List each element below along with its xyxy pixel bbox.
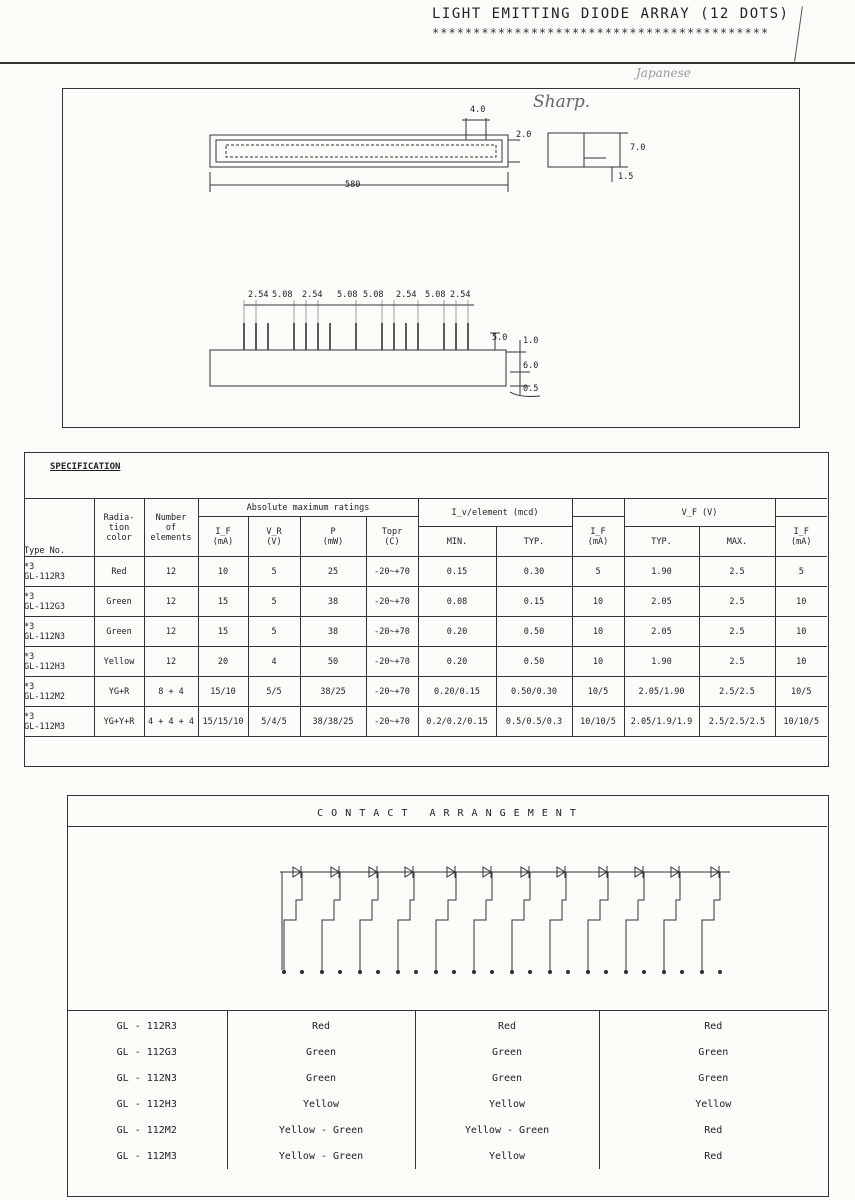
spec-value-cell: 2.5: [699, 647, 775, 677]
spec-value-cell: 10/10/5: [775, 707, 827, 737]
spec-value-cell: 0.50: [496, 617, 572, 647]
spec-value-cell: 1.90: [624, 557, 699, 587]
diode-lead: [588, 872, 608, 970]
col-type-no: Type No.: [24, 499, 94, 557]
pin-dot: [396, 970, 399, 973]
col-vr: V_R (V): [248, 517, 300, 557]
contact-color-cell: Green: [415, 1065, 599, 1091]
spec-value-cell: 10: [198, 557, 248, 587]
specification-title: SPECIFICATION: [50, 462, 121, 472]
spec-value-cell: -20~+70: [366, 647, 418, 677]
spec-value-cell: 10: [572, 647, 624, 677]
diode-lead: [474, 872, 492, 970]
contact-color-cell: Yellow - Green: [227, 1143, 415, 1169]
contact-color-rows: [67, 1011, 827, 1170]
pin-pitch-label: 5.08: [272, 290, 293, 300]
contact-color-cell: Green: [227, 1065, 415, 1091]
spec-value-cell: -20~+70: [366, 587, 418, 617]
spec-value-cell: 2.5: [699, 557, 775, 587]
contact-type-cell: GL - 112N3: [116, 1072, 177, 1084]
contact-type-cell: GL - 112H3: [116, 1098, 177, 1110]
col-vf-if: I_F (mA): [775, 517, 827, 557]
spec-value-cell: 10: [775, 587, 827, 617]
spec-value-cell: YG+Y+R: [94, 707, 144, 737]
dim-label-580: 580: [345, 180, 361, 190]
pin-dot: [662, 970, 665, 973]
col-group-absolute-max: Absolute maximum ratings: [198, 499, 418, 517]
pin-dot: [490, 970, 493, 973]
spec-value-cell: 4: [248, 647, 300, 677]
spec-value-cell: 15: [198, 617, 248, 647]
dim-label-4-0: 4.0: [470, 105, 486, 115]
pin-pitch-label: 2.54: [248, 290, 269, 300]
spec-value-cell: 0.08: [418, 587, 496, 617]
spec-type-cell: *3 GL-112M3: [24, 707, 94, 737]
spec-type-cell: *3 GL-112G3: [24, 587, 94, 617]
dim-label-6-0: 6.0: [523, 361, 539, 371]
contact-type-cell: GL - 112G3: [116, 1046, 177, 1058]
pin-dot: [510, 970, 513, 973]
spec-value-cell: 50: [300, 647, 366, 677]
page-title: LIGHT EMITTING DIODE ARRAY (12 DOTS): [432, 6, 790, 22]
spec-value-cell: Red: [94, 557, 144, 587]
col-group-vf: V_F (V): [624, 499, 775, 527]
spec-value-cell: 5: [572, 557, 624, 587]
spec-value-cell: 2.05/1.9/1.9: [624, 707, 699, 737]
col-group-iv: I_v/element (mcd): [418, 499, 572, 527]
diode-lead: [436, 872, 456, 970]
contact-color-cell: Green: [415, 1039, 599, 1065]
col-vf-typ: TYP.: [624, 527, 699, 557]
contact-color-cell: Yellow: [415, 1091, 599, 1117]
dim-label-1-0: 1.0: [523, 336, 539, 346]
spec-value-cell: 12: [144, 587, 198, 617]
pin-dot: [604, 970, 607, 973]
pin-dot: [624, 970, 627, 973]
spec-type-cell: *3 GL-112R3: [24, 557, 94, 587]
spec-value-cell: 38: [300, 587, 366, 617]
pin-pitch-label: 2.54: [450, 290, 471, 300]
pin-dot: [358, 970, 361, 973]
contact-row: [67, 1039, 827, 1065]
col-p: P (mW): [300, 517, 366, 557]
contact-color-cell: Green: [599, 1039, 827, 1065]
spec-value-cell: 2.05: [624, 617, 699, 647]
spec-value-cell: 4 + 4 + 4: [144, 707, 198, 737]
diode-lead: [322, 872, 340, 970]
col-vf-max: MAX.: [699, 527, 775, 557]
spec-value-cell: 10: [775, 617, 827, 647]
contact-color-table: [67, 1010, 827, 1169]
spec-value-cell: 10/10/5: [572, 707, 624, 737]
contact-type-cell: GL - 112R3: [67, 1011, 227, 1040]
contact-color-cell: Green: [599, 1065, 827, 1091]
contact-color-cell: Yellow: [415, 1143, 599, 1169]
pin-pitch-label: 2.54: [302, 290, 323, 300]
spec-value-cell: -20~+70: [366, 677, 418, 707]
spec-value-cell: 12: [144, 617, 198, 647]
spec-value-cell: 0.20/0.15: [418, 677, 496, 707]
spec-value-cell: 12: [144, 647, 198, 677]
spec-value-cell: 0.20: [418, 647, 496, 677]
col-iv-if: I_F (mA): [572, 517, 624, 557]
spec-value-cell: Yellow: [94, 647, 144, 677]
spec-value-cell: 10: [572, 587, 624, 617]
contact-row: [67, 1091, 827, 1117]
pin-dot: [452, 970, 455, 973]
spec-value-cell: 2.5: [699, 587, 775, 617]
spec-value-cell: 20: [198, 647, 248, 677]
dim-label-0-5: 0.5: [523, 384, 539, 394]
spec-type-cell: *3 GL-112N3: [24, 617, 94, 647]
pin-dot: [282, 970, 285, 973]
spec-value-cell: 1.90: [624, 647, 699, 677]
dim-label-1-5: 1.5: [618, 172, 634, 182]
spec-value-cell: 5: [248, 587, 300, 617]
col-iv-min: MIN.: [418, 527, 496, 557]
col-if-abs: I_F (mA): [198, 517, 248, 557]
diode-lead: [284, 872, 302, 970]
spec-value-cell: 25: [300, 557, 366, 587]
diode-lead: [626, 872, 644, 970]
spec-value-cell: 5/5: [248, 677, 300, 707]
diode-lead: [360, 872, 378, 970]
spec-value-cell: 0.5/0.5/0.3: [496, 707, 572, 737]
spec-value-cell: -20~+70: [366, 617, 418, 647]
contact-color-cell: Yellow: [227, 1091, 415, 1117]
spec-value-cell: 15/15/10: [198, 707, 248, 737]
spec-value-cell: 0.15: [496, 587, 572, 617]
dim-label-5-0: 5.0: [492, 333, 508, 343]
spec-value-cell: 10: [572, 617, 624, 647]
spec-value-cell: 5: [775, 557, 827, 587]
spec-value-cell: 0.50: [496, 647, 572, 677]
pin-dot: [566, 970, 569, 973]
spec-value-cell: 2.5/2.5: [699, 677, 775, 707]
spec-value-cell: 38/38/25: [300, 707, 366, 737]
spec-value-cell: 2.05/1.90: [624, 677, 699, 707]
spec-type-cell: *3 GL-112M2: [24, 677, 94, 707]
spec-value-cell: 38/25: [300, 677, 366, 707]
contact-color-cell: Yellow: [599, 1091, 827, 1117]
spec-value-cell: 0.30: [496, 557, 572, 587]
spec-value-cell: YG+R: [94, 677, 144, 707]
contact-row: [67, 1117, 827, 1143]
contact-type-cell: GL - 112M2: [116, 1124, 177, 1136]
pin-dot: [414, 970, 417, 973]
pin-dot: [300, 970, 303, 973]
col-iv-typ: TYP.: [496, 527, 572, 557]
diode-lead: [398, 872, 414, 970]
contact-row: [67, 1065, 827, 1091]
spec-value-cell: 2.5/2.5/2.5: [699, 707, 775, 737]
pin-dot: [528, 970, 531, 973]
contact-color-cell: Red: [415, 1011, 599, 1040]
dim-label-2-0: 2.0: [516, 130, 532, 140]
pin-dot: [718, 970, 721, 973]
pin-dot: [320, 970, 323, 973]
diode-lead: [664, 872, 680, 970]
col-topr: Topr (C): [366, 517, 418, 557]
spec-value-cell: 12: [144, 557, 198, 587]
diode-lead: [702, 872, 720, 970]
spec-type-cell: *3 GL-112H3: [24, 647, 94, 677]
contact-color-cell: Red: [599, 1011, 827, 1040]
contact-color-cell: Red: [227, 1011, 415, 1040]
pin-dot: [700, 970, 703, 973]
pin-pitch-label: 5.08: [337, 290, 358, 300]
contact-row: [67, 1143, 827, 1169]
spec-value-cell: 10/5: [572, 677, 624, 707]
pin-pitch-label: 5.08: [425, 290, 446, 300]
spec-value-cell: Green: [94, 617, 144, 647]
pin-dot: [376, 970, 379, 973]
contact-color-cell: Yellow - Green: [415, 1117, 599, 1143]
spec-value-cell: 8 + 4: [144, 677, 198, 707]
pin-dot: [586, 970, 589, 973]
diode-lead: [512, 872, 530, 970]
handwritten-maker-note: Sharp.: [533, 92, 591, 112]
contact-color-cell: Green: [227, 1039, 415, 1065]
pin-dot: [548, 970, 551, 973]
col-radiation-color: Radia- tion color: [94, 499, 144, 557]
contact-color-cell: Red: [599, 1117, 827, 1143]
spec-value-cell: 0.15: [418, 557, 496, 587]
spec-value-cell: 2.5: [699, 617, 775, 647]
spec-value-cell: 0.50/0.30: [496, 677, 572, 707]
contact-arrangement-title: C O N T A C T A R R A N G E M E N T: [317, 808, 577, 819]
contact-row: [67, 1011, 827, 1040]
spec-value-cell: 38: [300, 617, 366, 647]
pin-dot: [434, 970, 437, 973]
spec-value-cell: 10: [775, 647, 827, 677]
diode-lead: [550, 872, 566, 970]
contact-type-cell: GL - 112M3: [116, 1150, 177, 1162]
spec-value-cell: 0.2/0.2/0.15: [418, 707, 496, 737]
spec-value-cell: 5: [248, 617, 300, 647]
pin-dot: [338, 970, 341, 973]
handwritten-origin-note: Japanese: [636, 66, 691, 80]
pin-pitch-label: 2.54: [396, 290, 417, 300]
spec-value-cell: 10/5: [775, 677, 827, 707]
pin-pitch-label: 5.08: [363, 290, 384, 300]
spec-value-cell: 5: [248, 557, 300, 587]
spec-value-cell: -20~+70: [366, 557, 418, 587]
contact-color-cell: Red: [599, 1143, 827, 1169]
dim-label-7-0: 7.0: [630, 143, 646, 153]
spec-value-cell: 0.20: [418, 617, 496, 647]
contact-color-cell: Yellow - Green: [227, 1117, 415, 1143]
pin-dot: [680, 970, 683, 973]
spec-value-cell: Green: [94, 587, 144, 617]
spec-value-cell: 5/4/5: [248, 707, 300, 737]
col-number-elements: Number of elements: [144, 499, 198, 557]
pin-dot: [472, 970, 475, 973]
spec-value-cell: 15/10: [198, 677, 248, 707]
spec-value-cell: -20~+70: [366, 707, 418, 737]
spec-value-cell: 2.05: [624, 587, 699, 617]
title-underline-stars: *****************************************: [432, 26, 770, 40]
spec-value-cell: 15: [198, 587, 248, 617]
pin-dot: [642, 970, 645, 973]
